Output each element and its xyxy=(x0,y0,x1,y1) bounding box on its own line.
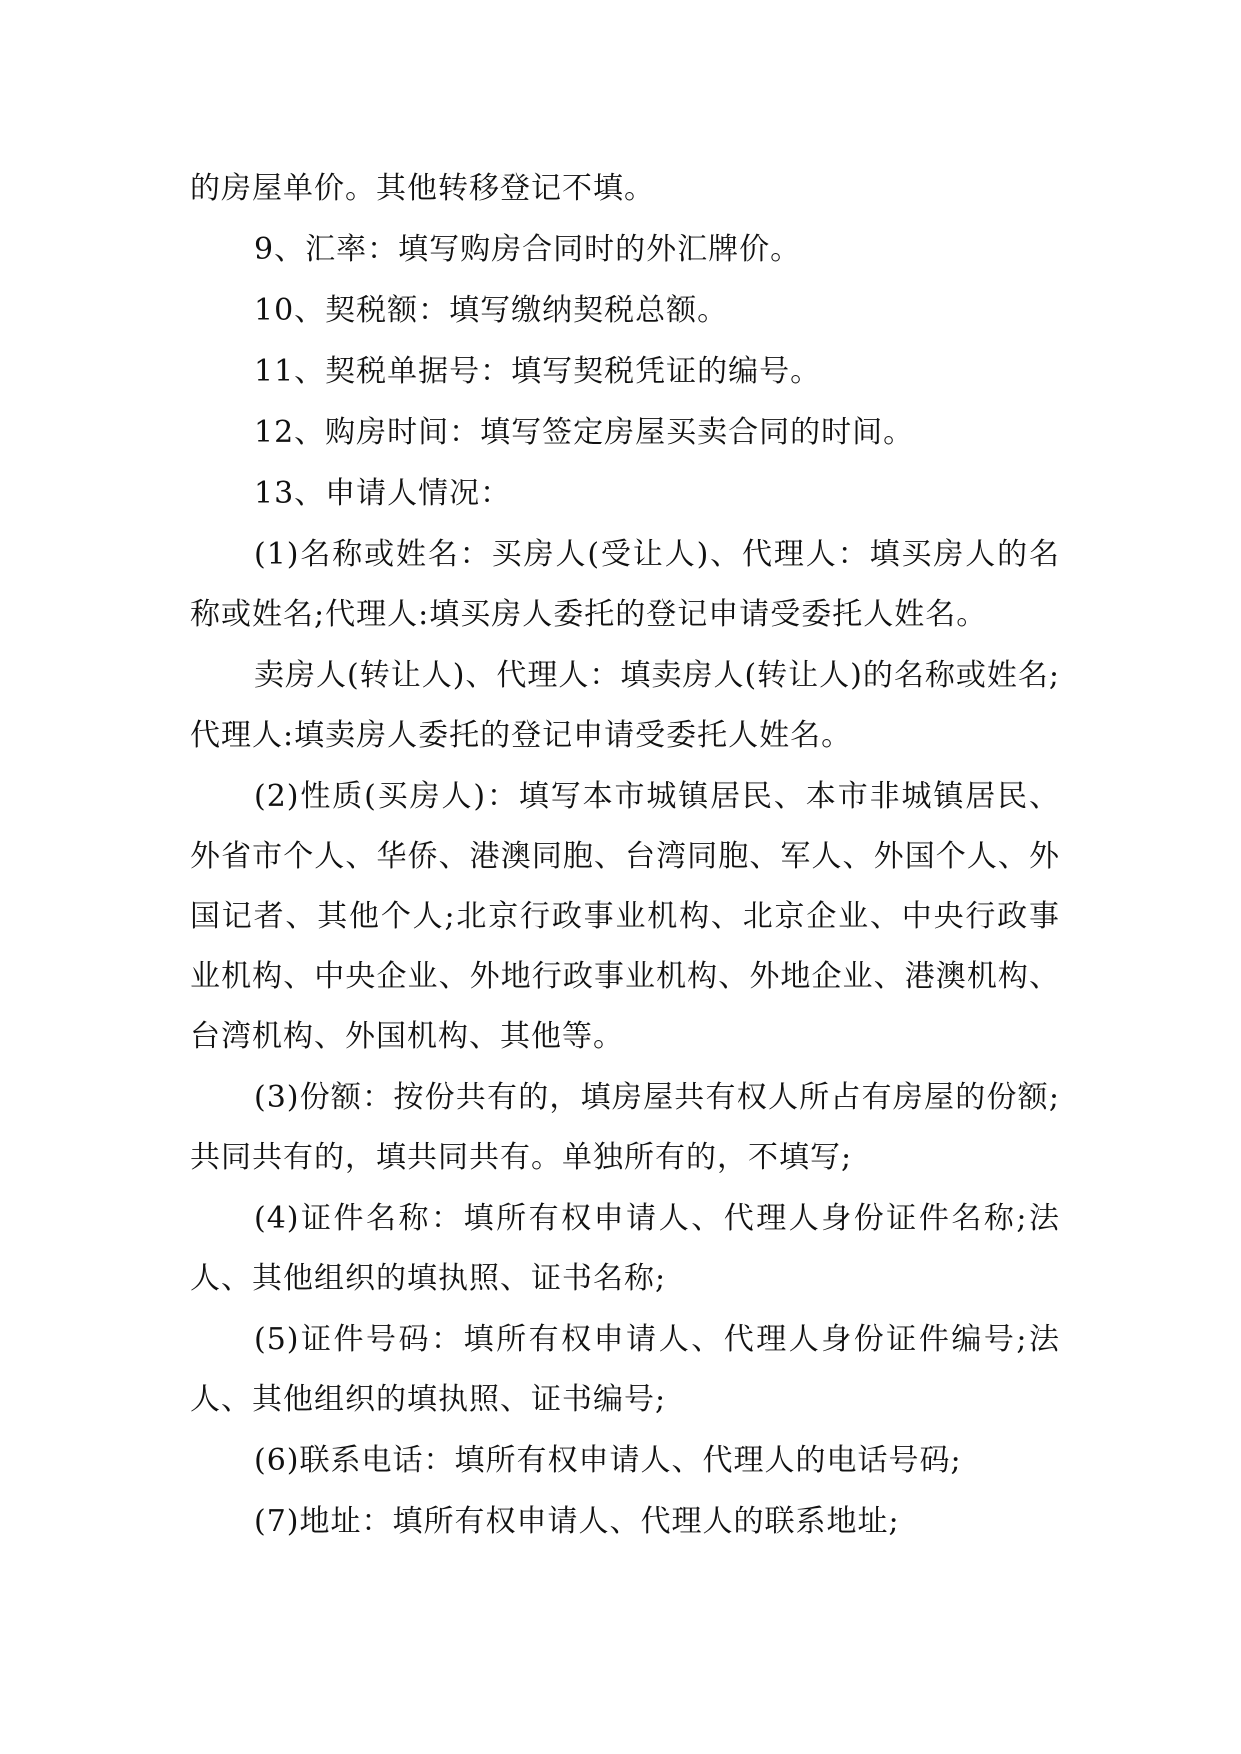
paragraph-purchase-time: 12、购房时间：填写签定房屋买卖合同的时间。 xyxy=(254,415,915,450)
paragraph-share: (3)份额：按份共有的，填房屋共有权人所占有房屋的份额;共同共有的，填共同共有。单独所有的，不填写; xyxy=(190,1080,1060,1175)
paragraph-address: (7)地址：填所有权申请人、代理人的联系地址; xyxy=(254,1504,900,1539)
paragraph-exchange-rate: 9、汇率：填写购房合同时的外汇牌价。 xyxy=(254,232,802,267)
paragraph-unit-price: 的房屋单价。其他转移登记不填。 xyxy=(190,171,655,206)
paragraph-name-seller: 卖房人(转让人)、代理人：填卖房人(转让人)的名称或姓名;代理人:填卖房人委托的登记申请受委托人姓名。 xyxy=(190,658,1060,753)
paragraph-nature: (2)性质(买房人)：填写本市城镇居民、本市非城镇居民、外省市个人、华侨、港澳同胞、台湾同胞、军人、外国个人、外国记者、其他个人;北京行政事业机构、北京企业、中央行政事业机构、中央企业、外地行政事业机构、外地企业、港澳机构、台湾机构、外国机构、其他等。 xyxy=(190,779,1060,1054)
paragraph-deed-tax-receipt: 11、契税单据号：填写契税凭证的编号。 xyxy=(254,354,822,389)
paragraph-id-number: (5)证件号码：填所有权申请人、代理人身份证件编号;法人、其他组织的填执照、证书编号; xyxy=(190,1322,1060,1417)
paragraph-applicant-info: 13、申请人情况： xyxy=(254,476,512,511)
paragraph-deed-tax-amount: 10、契税额：填写缴纳契税总额。 xyxy=(254,293,729,328)
paragraph-phone: (6)联系电话：填所有权申请人、代理人的电话号码; xyxy=(254,1443,962,1478)
document-body xyxy=(190,159,1060,1553)
paragraph-name-buyer: (1)名称或姓名：买房人(受让人)、代理人：填买房人的名称或姓名;代理人:填买房人委托的登记申请受委托人姓名。 xyxy=(190,537,1060,632)
paragraph-id-name: (4)证件名称：填所有权申请人、代理人身份证件名称;法人、其他组织的填执照、证书名称; xyxy=(190,1201,1060,1296)
